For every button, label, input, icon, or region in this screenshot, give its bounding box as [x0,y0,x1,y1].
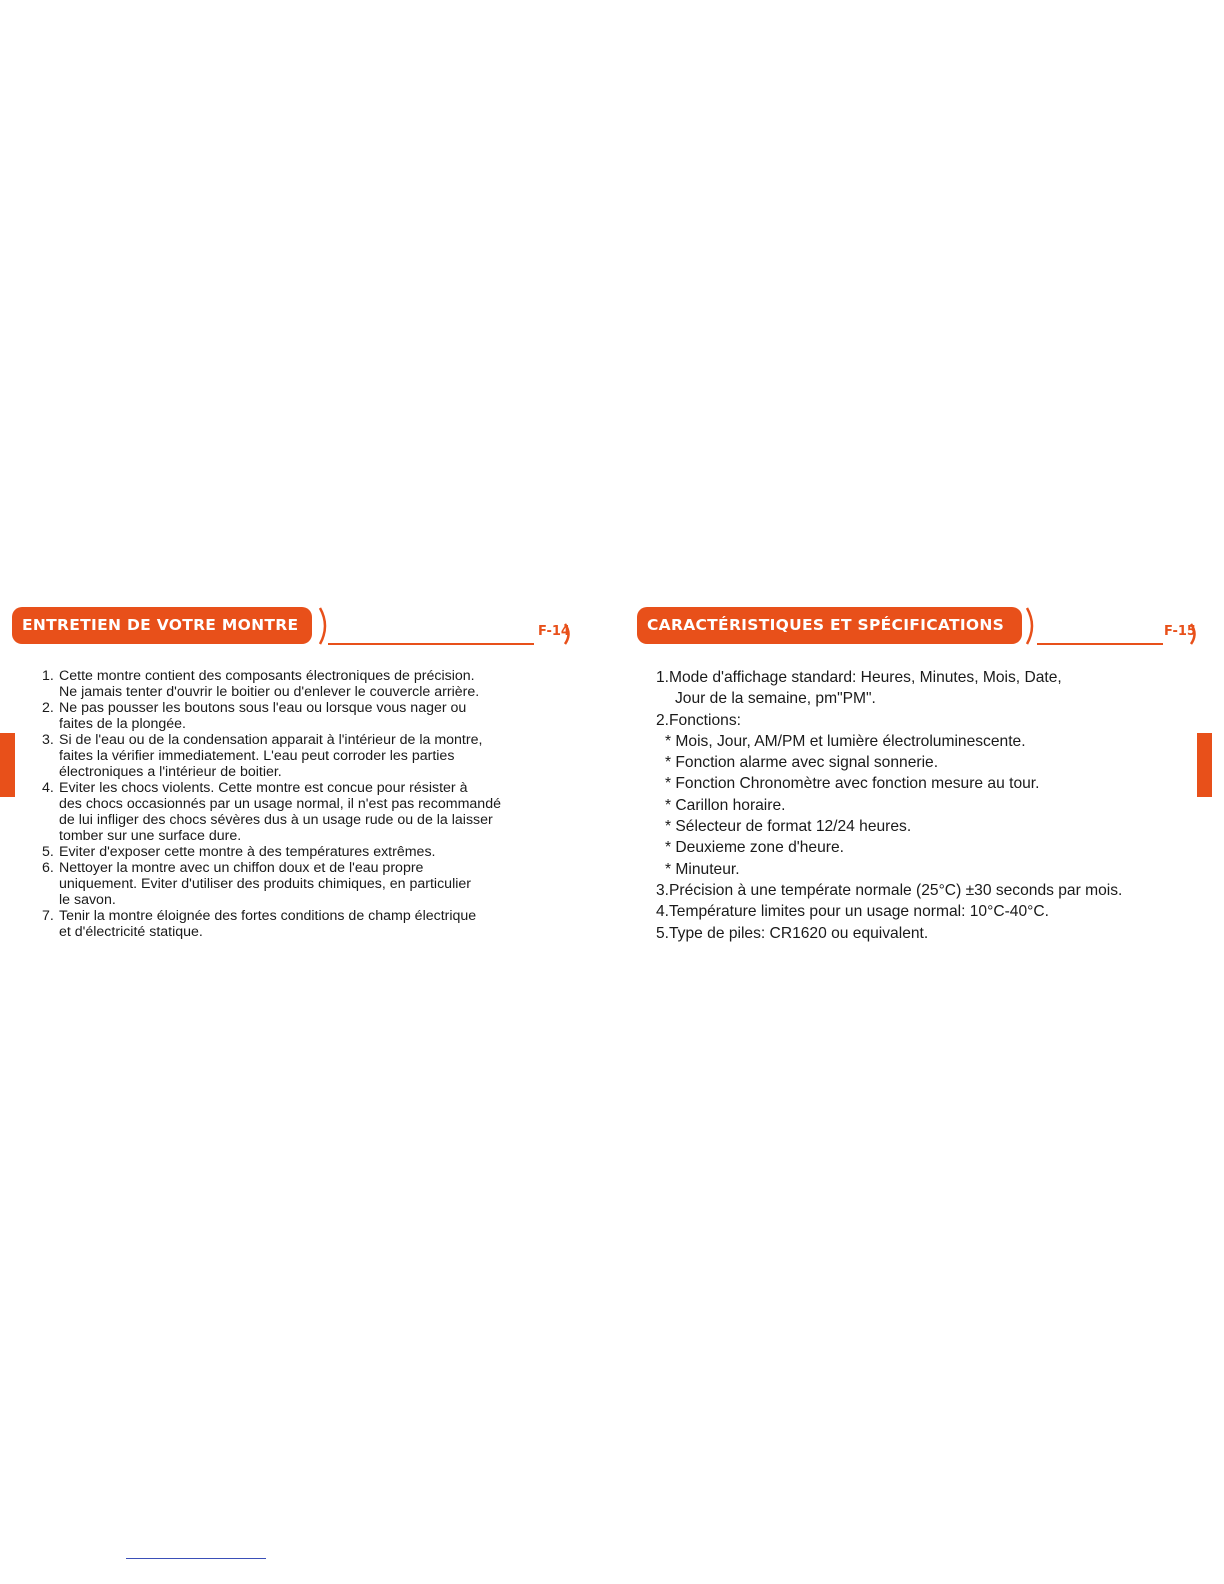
header-rule [1037,643,1163,645]
spec-bullet: * Sélecteur de format 12/24 heures. [665,818,912,836]
spec-line: Jour de la semaine, pm"PM". [675,690,876,708]
item-text-line: faites la vérifier immediatement. L'eau peut corroder les parties [59,748,455,764]
item-text-line: électroniques a l'intérieur de boitier. [59,764,282,780]
spec-bullet: * Minuteur. [665,860,740,878]
list-item [42,732,572,780]
item-text-line: faites de la plongée. [59,716,186,732]
page-f15 [612,0,1224,1584]
item-text-line: et d'électricité statique. [59,924,203,940]
page-number: F-14 [538,624,570,639]
item-number: 4. [42,780,54,796]
spec-bullet: * Fonction alarme avec signal sonnerie. [665,754,939,772]
spec-line: 4.Température limites pour un usage normal: 10°C-40°C. [656,903,1049,921]
list-item [42,780,572,844]
care-instructions-list [42,668,572,940]
spec-bullet: * Deuxieme zone d'heure. [665,839,844,857]
section-header-specs: CARACTÉRISTIQUES ET SPÉCIFICATIONS [637,607,1022,644]
item-number: 1. [42,668,54,684]
footer-rule [126,1558,266,1559]
item-number: 5. [42,844,54,860]
item-text-line: Ne pas pousser les boutons sous l'eau ou lorsque vous nager ou [59,700,467,716]
item-number: 6. [42,860,54,876]
header-bracket-decoration [1025,606,1039,646]
specifications-list [656,667,1216,944]
item-text-line: Cette montre contient des composants électroniques de précision. [59,668,475,684]
page-number-paren-decoration [1189,622,1199,646]
list-item [42,908,572,940]
item-text-line: Ne jamais tenter d'ouvrir le boitier ou d'enlever le couvercle arrière. [59,684,480,700]
spec-line: 5.Type de piles: CR1620 ou equivalent. [656,924,929,942]
spec-bullet: * Carillon horaire. [665,796,786,814]
page-number: F-15 [1164,624,1196,639]
header-rule [328,643,534,645]
item-number: 7. [42,908,54,924]
item-text-line: de lui infliger des chocs sévères dus à un usage rude ou de la laisser [59,812,493,828]
item-text-line: le savon. [59,892,116,908]
spec-bullet: * Mois, Jour, AM/PM et lumière électroluminescente. [665,732,1026,750]
item-text-line: tomber sur une surface dure. [59,828,242,844]
page-number-paren-decoration [563,622,573,646]
item-text-line: Si de l'eau ou de la condensation apparait à l'intérieur de la montre, [59,732,483,748]
item-text-line: des chocs occasionnés par un usage normal, il n'est pas recommandé [59,796,501,812]
spec-line: 3.Précision à une températe normale (25°C) ±30 seconds par mois. [656,881,1123,899]
section-header-care: ENTRETIEN DE VOTRE MONTRE [12,607,312,644]
list-item [42,844,572,860]
item-number: 3. [42,732,54,748]
item-number: 2. [42,700,54,716]
list-item [42,700,572,732]
side-tab-marker [0,733,15,797]
spec-bullet: * Fonction Chronomètre avec fonction mesure au tour. [665,775,1040,793]
item-text-line: Tenir la montre éloignée des fortes conditions de champ électrique [59,908,477,924]
item-text-line: Eviter d'exposer cette montre à des températures extrêmes. [59,844,436,860]
item-text-line: Nettoyer la montre avec un chiffon doux et de l'eau propre [59,860,424,876]
item-text-line: uniquement. Eviter d'utiliser des produits chimiques, en particulier [59,876,471,892]
item-text-line: Eviter les chocs violents. Cette montre est concue pour résister à [59,780,468,796]
list-item [42,668,572,700]
spec-line: 2.Fonctions: [656,711,741,729]
list-item [42,860,572,908]
spec-line: 1.Mode d'affichage standard: Heures, Minutes, Mois, Date, [656,669,1062,686]
header-bracket-decoration [318,606,332,646]
